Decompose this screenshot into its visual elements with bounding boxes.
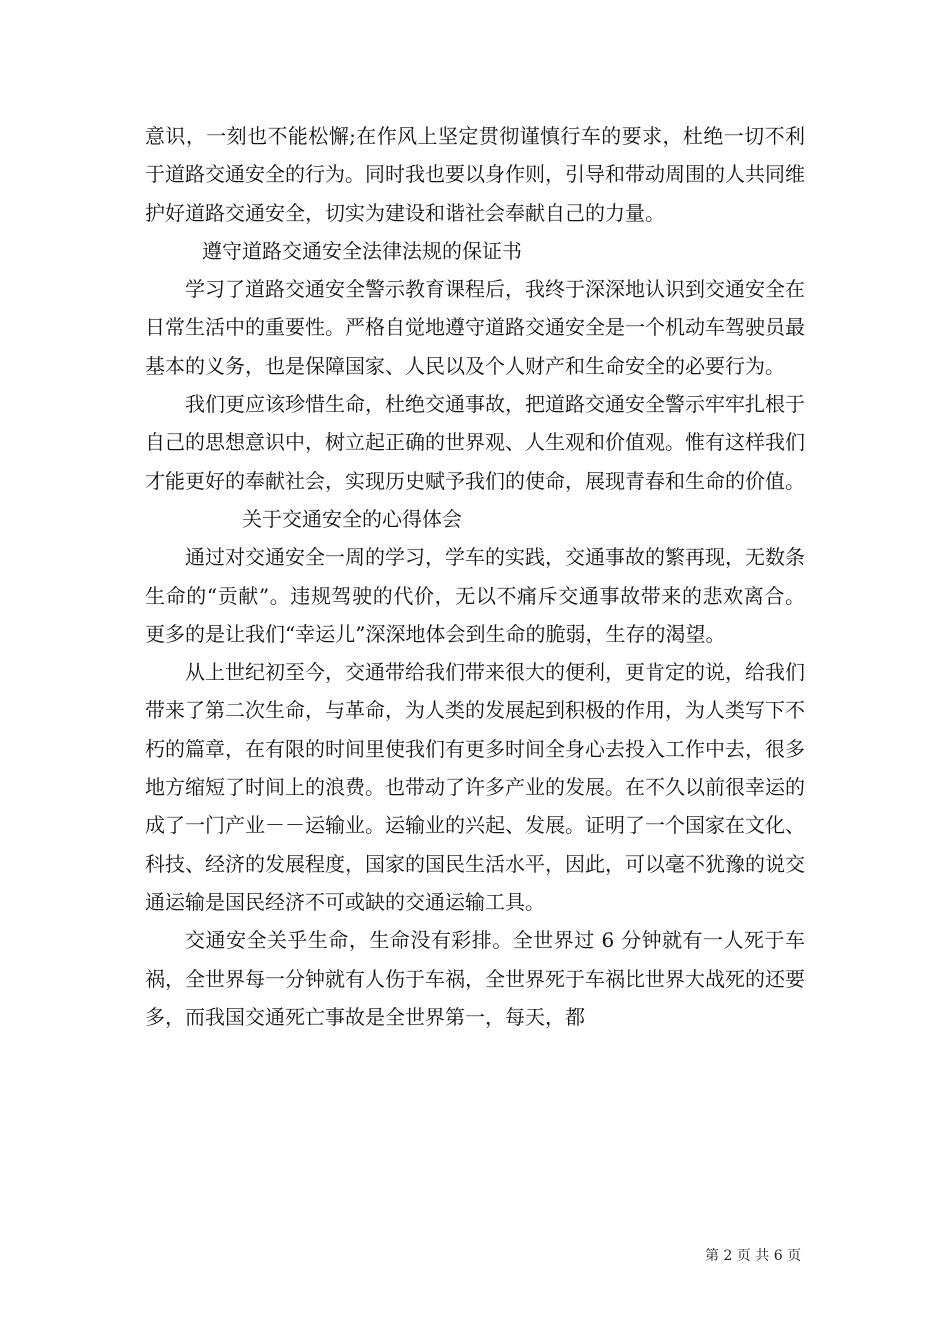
section-heading-experience: 关于交通安全的心得体会 [242, 506, 462, 531]
paragraph-continuation: 意识，一刻也不能松懈;在作风上坚定贯彻谨慎行车的要求，杜绝一切不利于道路交通安全的行为。同时我也要以身作则，引导和带动周围的人共同维护好道路交通安全，切实为建设和谐社会奉献自己的力量。 [145, 124, 805, 225]
paragraph-guarantee-2: 我们更应该珍惜生命，杜绝交通事故，把道路交通安全警示牢牢扎根于自己的思想意识中，树立起正确的世界观、人生观和价值观。惟有这样我们才能更好的奉献社会，实现历史赋予我们的使命，展现青春和生命的价值。 [145, 392, 805, 493]
page-number-footer: 第 2 页 共 6 页 [705, 1248, 802, 1264]
section-heading-guarantee-letter: 遵守道路交通安全法律法规的保证书 [202, 238, 522, 263]
paragraph-experience-3: 交通安全关乎生命，生命没有彩排。全世界过 6 分钟就有一人死于车祸，全世界每一分钟就有人伤于车祸，全世界死于车祸比世界大战死的还要多，而我国交通死亡事故是全世界第一，每天，都 [145, 928, 805, 1029]
document-body [145, 117, 805, 1036]
paragraph-guarantee-1: 学习了道路交通安全警示教育课程后，我终于深深地认识到交通安全在日常生活中的重要性。严格自觉地遵守道路交通安全是一个机动车驾驶员最基本的义务，也是保障国家、人民以及个人财产和生命安全的必要行为。 [145, 277, 805, 378]
paragraph-experience-1: 通过对交通安全一周的学习，学车的实践，交通事故的繁再现，无数条生命的“贡献”。违规驾驶的代价，无以不痛斥交通事故带来的悲欢离合。更多的是让我们“幸运儿”深深地体会到生命的脆弱，生存的渴望。 [145, 545, 805, 646]
paragraph-experience-2: 从上世纪初至今，交通带给我们带来很大的便利，更肯定的说，给我们带来了第二次生命，与革命，为人类的发展起到积极的作用，为人类写下不朽的篇章，在有限的时间里使我们有更多时间全身心去投入工作中去，很多地方缩短了时间上的浪费。也带动了许多产业的发展。在不久以前很幸运的成了一门产业－－运输业。运输业的兴起、发展。证明了一个国家在文化、科技、经济的发展程度，国家的国民生活水平，因此，可以毫不犹豫的说交通运输是国民经济不可或缺的交通运输工具。 [145, 660, 805, 914]
